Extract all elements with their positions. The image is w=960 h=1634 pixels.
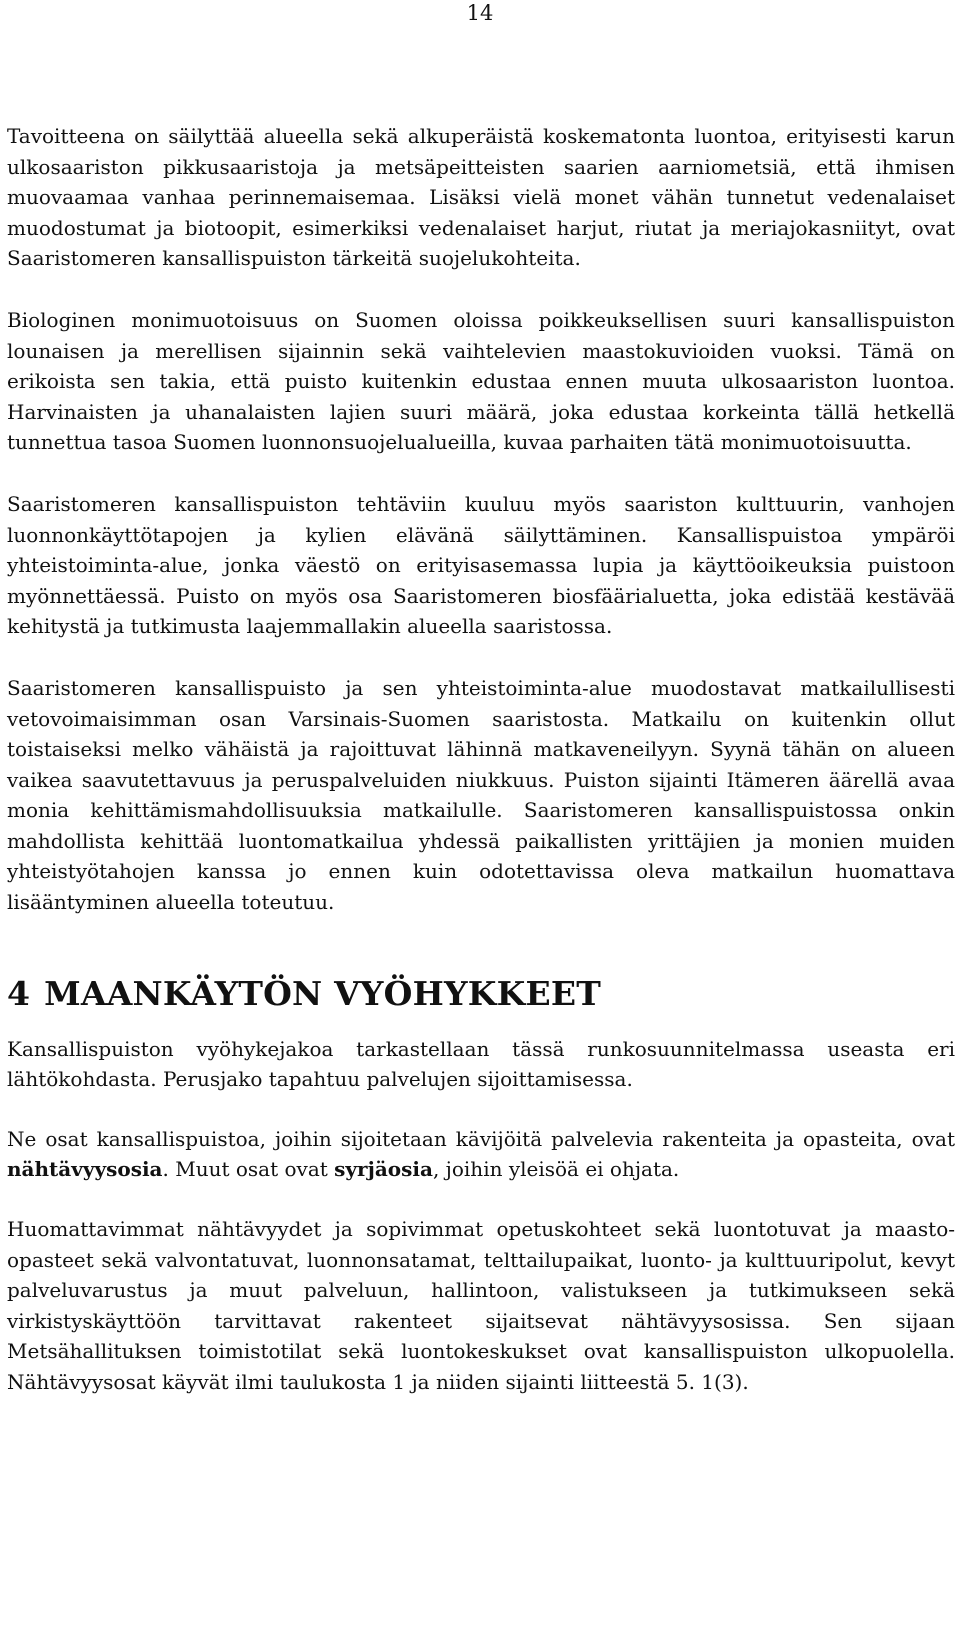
section-heading <box>7 974 955 1014</box>
term-remote-zones: syrjäosia <box>334 1157 433 1182</box>
paragraph-zoning-intro: Kansallispuiston vyöhykejakoa tarkastellaan tässä runkosuunnitelmassa useasta eri lähtökohdasta. Perusjako tapahtuu palvelujen sijoittamisessa. <box>7 1036 955 1092</box>
section-title: MAANKÄYTÖN VYÖHYKKEET <box>44 973 601 1013</box>
paragraph-culture: Saaristomeren kansallispuiston tehtäviin kuuluu myös saariston kulttuurin, vanhojen luonnonkäyttötapojen ja kylien elävänä säilyttäminen. Kansallispuistoa ympäröi yhteistoiminta-alue, jonka väestö on erityisasemassa lupia ja käyttöoikeuksia puistoon myönnettäessä. Puisto on myös osa Saaristomeren biosfäärialuetta, joka edistää kestävää kehitystä ja tutkimusta laajemmallakin alueella saaristossa. <box>7 491 955 639</box>
zone-types-text-3: , joihin yleisöä ei ohjata. <box>432 1157 680 1182</box>
paragraph-tourism: Saaristomeren kansallispuisto ja sen yhteistoiminta-alue muodostavat matkailullisesti vetovoimaisimman osan Varsinais-Suomen saaristosta. Matkailu on kuitenkin ollut toistaiseksi melko vähäistä ja rajoittuvat lähinnä matkaveneilyyn. Syynä tähän on alueen vaikea saavutettavuus ja peruspalveluiden niukkuus. Puiston sijainti Itämeren äärellä avaa monia kehittämismahdollisuuksia matkailulle. Saaristomeren kansallispuistossa onkin mahdollista kehittää luontomatkailua yhdessä paikallisten yrittäjien ja monien muiden yhteistyötahojen kanssa jo ennen kuin odotettavissa oleva matkailun huomattava lisääntyminen alueella toteutuu. <box>7 675 955 915</box>
paragraph-sight-zone-facilities: Huomattavimmat nähtävyydet ja sopivimmat opetuskohteet sekä luontotuvat ja maasto-opasteet sekä valvontatuvat, luonnonsatamat, telttailupaikat, luonto- ja kulttuuripolut, kevyt palveluvarustus ja muut palveluun, hallintoon, valistukseen ja tutkimukseen sekä virkistyskäyttöön tarvittavat rakenteet sijaitsevat nähtävyysosissa. Sen sijaan Metsähallituksen toimistotilat sekä luontokeskukset ovat kansallispuiston ulkopuolella. Nähtävyysosat käyvät ilmi taulukosta 1 ja niiden sijainti liitteestä 5. 1(3). <box>7 1217 955 1394</box>
page-number: 14 <box>466 1 494 25</box>
paragraph-conservation-goals: Tavoitteena on säilyttää alueella sekä alkuperäistä koskematonta luontoa, erityisesti karun ulkosaariston pikkusaaristoja ja metsäpeitteisten saarien aarniometsiä, että ihmisen muovaamaa vanhaa perinnemaisemaa. Lisäksi vielä monet vähän tunnetut vedenalaiset muodostumat ja biotoopit, esimerkiksi vedenalaiset harjut, riutat ja meriajokasniityt, ovat Saaristomeren kansallispuiston tärkeitä suojelukohteita. <box>7 124 955 271</box>
paragraph-zone-types <box>7 1124 955 1185</box>
zone-types-text-2: . Muut osat ovat <box>162 1157 335 1182</box>
zone-types-text-1: Ne osat kansallispuistoa, joihin sijoitetaan kävijöitä palvelevia rakenteita ja opasteita, ovat <box>7 1126 955 1151</box>
section-number: 4 <box>7 973 31 1013</box>
term-sight-zones: nähtävyysosia <box>7 1157 163 1182</box>
paragraph-biodiversity: Biologinen monimuotoisuus on Suomen oloissa poikkeuksellisen suuri kansallispuiston lounaisen ja merellisen sijainnin sekä vaihtelevien maastokuvioiden vuoksi. Tämä on erikoista sen takia, että puisto kuitenkin edustaa ennen muuta ulkosaariston luontoa. Harvinaisten ja uhanalaisten lajien suuri määrä, joka edustaa korkeinta tällä hetkellä tunnettua tasoa Suomen luonnonsuojelualueilla, kuvaa parhaiten tätä monimuotoisuutta. <box>7 307 955 455</box>
document-body <box>7 121 955 1427</box>
